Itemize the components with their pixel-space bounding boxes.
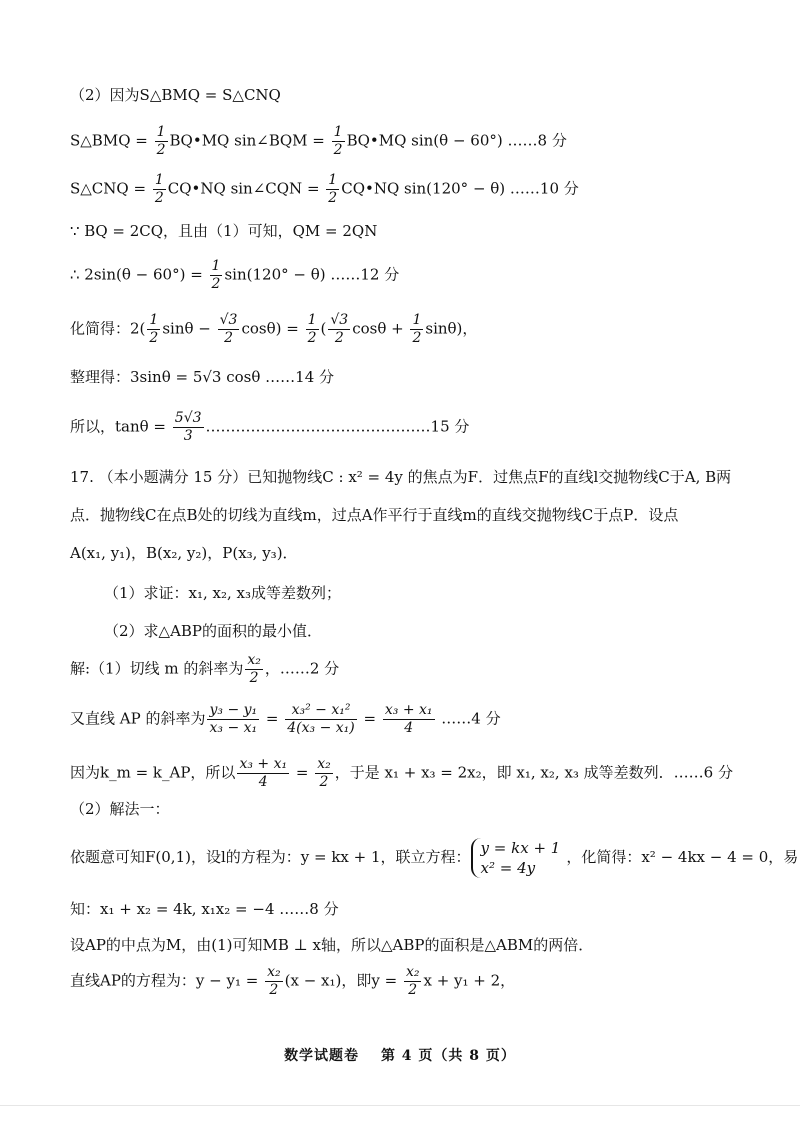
fraction: $\frac{\text{y₃ − y₁}}{\text{x₃ − x₁}}$ — [209, 702, 258, 736]
solution-midpoint: 设AP的中点为M，由(1)可知MB ⊥ x轴，所以△ABP的面积是△ABM的两倍． — [70, 936, 594, 954]
fraction: $\frac{1}{2}$ — [307, 312, 317, 346]
fraction: $\frac{1}{2}$ — [211, 258, 221, 292]
fraction: $\frac{\text{x₃ + x₁}}{4}$ — [239, 756, 288, 790]
fraction: $\frac{√3}{2}$ — [219, 312, 238, 346]
therefore-line: ∴ 2sin(θ − 60°) = $\frac{1}{2}$ sin(120° − θ) ……12 分 — [70, 258, 400, 292]
fraction: $\frac{1}{2}$ — [156, 124, 166, 158]
fraction: $\frac{√3}{2}$ — [330, 312, 349, 346]
solution-method1: （2）解法一： — [70, 800, 170, 818]
fraction: $\frac{\text{x₂}}{2}$ — [317, 756, 331, 790]
tan-result-line: 所以，tanθ = $\frac{5√3}{3}$ ………………………………………15 分 — [70, 410, 470, 444]
area-bmq-formula: S△BMQ = $\frac{1}{2}$ BQ•MQ sin∠BQM = $\frac{1}{2}$ BQ•MQ sin(θ − 60°) ……8 分 — [70, 124, 567, 158]
fraction: $\frac{\text{x₂}}{2}$ — [405, 964, 420, 998]
part2-statement: （2）因为S△BMQ = S△CNQ — [70, 86, 281, 104]
page-footer — [0, 1045, 800, 1065]
problem17-line2: 点．抛物线C在点B处的切线为直线m，过点A作平行于直线m的直线交抛物线C于点P．设点 — [70, 506, 679, 524]
scan-edge — [0, 1105, 800, 1106]
solution-slope-m: 解:（1）切线 m 的斜率为 $\frac{\text{x₂}}{2}$ ，……2 分 — [70, 652, 340, 686]
fraction: $\frac{1}{2}$ — [328, 172, 338, 206]
solution-system: 依题意可知F(0,1)，设l的方程为：y = kx + 1，联立方程： y = kx + 1 x² = 4y ，化简得：x² − 4kx − 4 = 0，易 — [70, 839, 799, 877]
problem17-q2: （2）求△ABP的面积的最小值． — [104, 622, 323, 640]
solution-line-ap: 直线AP的方程为：y − y₁ = $\frac{\text{x₂}}{2}$ (x − x₁)，即y = $\frac{\text{x₂}}{2}$ x + y₁ + 2， — [70, 964, 516, 998]
fraction: $\frac{1}{2}$ — [154, 172, 164, 206]
fraction: $\frac{\text{x₂}}{2}$ — [247, 652, 261, 686]
fraction: $\frac{1}{2}$ — [149, 312, 159, 346]
fraction: $\frac{1}{2}$ — [412, 312, 422, 346]
fraction: $\frac{1}{2}$ — [333, 124, 343, 158]
problem17-q1: （1）求证：x₁, x₂, x₃成等差数列； — [104, 584, 342, 602]
arrange-line: 整理得：3sinθ = 5√3 cosθ ……14 分 — [70, 368, 335, 386]
problem17-line3: A(x₁, y₁)，B(x₂, y₂)，P(x₃, y₃)． — [70, 544, 298, 562]
equation-system: y = kx + 1 x² = 4y — [471, 838, 567, 878]
problem17-line1: 17. （本小题满分 15 分）已知抛物线C : x² = 4y 的焦点为F．过焦点F的直线l交抛物线C于A, B两 — [70, 468, 732, 486]
solution-slope-ap: 又直线 AP 的斜率为 $\frac{\text{y₃ − y₁}}{\text{x₃ − x₁}}$ = $\frac{\text{x₃² − x₁²}}{\text{4(x₃ − x₁)}}$ = $\frac{\text{x₃ + x₁}}{4}$ ……4 分 — [70, 702, 501, 736]
fraction: $\frac{\text{x₂}}{2}$ — [267, 964, 281, 998]
fraction: $\frac{5√3}{3}$ — [174, 410, 202, 444]
fraction: $\frac{\text{x₃ + x₁}}{4}$ — [384, 702, 433, 736]
fraction: $\frac{\text{x₃² − x₁²}}{\text{4(x₃ − x₁)}}$ — [287, 702, 355, 736]
footer-title: 数学试题卷 — [284, 1048, 360, 1064]
solution-arithmetic: 因为k_m = k_AP，所以 $\frac{\text{x₃ + x₁}}{4}$ = $\frac{\text{x₂}}{2}$ ，于是 x₁ + x₃ = 2x₂，即 x₁, x₂, x₃ 成等差数列．……6 分 — [70, 756, 733, 790]
footer-page-number: 第 4 页（共 8 页） — [380, 1048, 516, 1064]
because-line: ∵ BQ = 2CQ，且由（1）可知，QM = 2QN — [70, 222, 378, 240]
simplify-line: 化简得：2( $\frac{1}{2}$ sinθ − $\frac{√3}{2}$ cosθ) = $\frac{1}{2}$ ( $\frac{√3}{2}$ cosθ + $\frac{1}{2}$ sinθ)， — [70, 312, 478, 346]
area-cnq-formula: S△CNQ = $\frac{1}{2}$ CQ•NQ sin∠CQN = $\frac{1}{2}$ CQ•NQ sin(120° − θ) ……10 分 — [70, 172, 579, 206]
solution-vieta: 知：x₁ + x₂ = 4k, x₁x₂ = −4 ……8 分 — [70, 900, 339, 918]
